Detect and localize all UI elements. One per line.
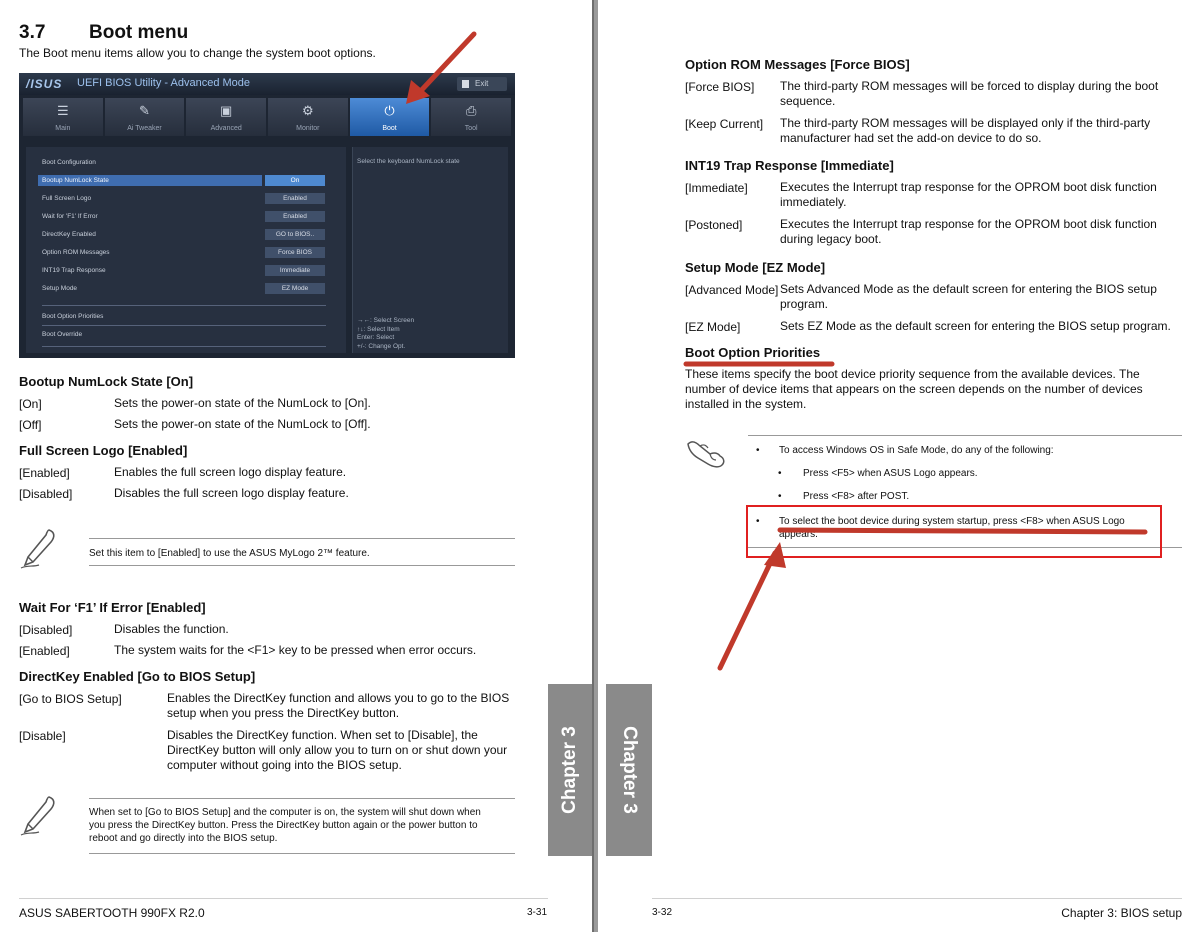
desc-line: computer without going into the BIOS setup.	[167, 758, 402, 772]
priorities-heading: Boot Option Priorities	[685, 345, 821, 360]
note-rule-top	[89, 538, 515, 539]
note-press-f5: Press <F5> when ASUS Logo appears.	[803, 468, 978, 479]
fullscreen-heading: Full Screen Logo [Enabled]	[19, 443, 188, 458]
chapter-tab-left	[548, 684, 592, 856]
key-legend-line: Enter: Select	[357, 334, 395, 341]
numlock-desc-on: Sets the power-on state of the NumLock to [On].	[114, 396, 371, 410]
directkey-desc-go	[167, 691, 509, 721]
desc-line: The third-party ROM messages will be displayed only if the third-party	[780, 116, 1151, 130]
bios-tab-boot[interactable]	[350, 98, 430, 136]
bios-value-setup-mode[interactable]: EZ Mode	[265, 283, 325, 294]
footer-rule	[652, 898, 1182, 899]
numlock-term-off: [Off]	[19, 418, 42, 432]
bios-exit-label: Exit	[475, 79, 489, 88]
int19-term-postoned: [Postoned]	[685, 218, 743, 232]
desc-line: Executes the Interrupt trap response for the OPROM boot disk function	[780, 217, 1157, 231]
bios-row-boot-priorities[interactable]: Boot Option Priorities	[42, 313, 104, 320]
bullet-dot: •	[756, 516, 760, 527]
bios-divider	[42, 325, 326, 326]
section-intro: The Boot menu items allow you to change the system boot options.	[19, 46, 376, 60]
setupmode-desc-ez	[780, 319, 1171, 334]
int19-heading: INT19 Trap Response [Immediate]	[685, 158, 894, 173]
key-legend-line: →←: Select Screen	[357, 317, 415, 324]
desc-line: Executes the Interrupt trap response for the OPROM boot disk function	[780, 180, 1157, 194]
bios-exit-button[interactable]	[457, 77, 507, 91]
numlock-heading: Bootup NumLock State [On]	[19, 374, 194, 389]
bios-tab-tool[interactable]	[431, 98, 511, 136]
optionrom-desc-keep	[780, 116, 1150, 146]
page-number-left: 3-31	[527, 907, 548, 918]
fullscreen-desc-disabled: Disables the full screen logo display feature.	[114, 486, 349, 500]
bios-tab-label: Ai Tweaker	[127, 125, 162, 132]
bios-value-wait-f1[interactable]: Enabled	[265, 211, 325, 222]
asus-logo: /ISUS	[26, 77, 63, 91]
note-press-f8: Press <F8> after POST.	[803, 491, 910, 502]
waitf1-term-disabled: [Disabled]	[19, 623, 73, 637]
desc-line: Disables the DirectKey function. When set to [Disable], the	[167, 728, 478, 742]
pointing-hand-icon	[686, 436, 728, 470]
body-line: number of device items that appears on the screen depends on the number of devices	[685, 382, 1143, 396]
bios-value-numlock[interactable]: On	[265, 175, 325, 186]
pen-note-icon	[19, 794, 59, 836]
int19-desc-immediate	[780, 180, 1157, 210]
bios-row-boot-override[interactable]: Boot Override	[42, 331, 83, 338]
section-title: Boot menu	[89, 22, 189, 43]
desc-line: The third-party ROM messages will be forced to display during the boot	[780, 79, 1159, 93]
note-rule-bottom	[89, 853, 515, 854]
key-legend-line: ↑↓: Select Item	[357, 325, 400, 333]
bios-value-int19[interactable]: Immediate	[265, 265, 325, 276]
note-mylogo: Set this item to [Enabled] to use the ASUS MyLogo 2™ feature.	[89, 548, 370, 559]
optionrom-term-keep: [Keep Current]	[685, 117, 764, 131]
callout-highlight-box	[746, 505, 1162, 558]
footer-rule	[19, 898, 548, 899]
bios-key-legend	[357, 317, 414, 351]
bios-divider	[42, 346, 326, 347]
bios-screenshot	[19, 73, 515, 358]
chapter-tab-text: Chapter 3	[559, 726, 580, 814]
int19-term-immediate: [Immediate]	[685, 181, 748, 195]
int19-desc-postoned	[780, 217, 1157, 247]
tool-icon: ⎙	[465, 103, 477, 118]
note-safe-mode: To access Windows OS in Safe Mode, do any of the following:	[779, 445, 1054, 456]
exit-door-icon	[462, 80, 469, 88]
footer-model: ASUS SABERTOOTH 990FX R2.0	[19, 906, 205, 920]
setupmode-term-ez: [EZ Mode]	[685, 320, 741, 334]
directkey-desc-disable	[167, 728, 507, 773]
note-rule-top	[748, 435, 1182, 436]
numlock-desc-off: Sets the power-on state of the NumLock to [Off].	[114, 417, 371, 431]
bios-tab-label: Monitor	[296, 125, 320, 132]
bios-title-bar	[19, 73, 515, 95]
monitor-icon: ⚙	[302, 103, 314, 118]
bullet-dot: •	[756, 445, 760, 456]
bios-row-option-rom[interactable]: Option ROM Messages	[42, 249, 110, 256]
bullet-dot: •	[778, 468, 782, 479]
bios-app-title: UEFI BIOS Utility - Advanced Mode	[77, 77, 251, 89]
bios-settings-panel	[26, 147, 346, 353]
note-rule-top	[89, 798, 515, 799]
priorities-body	[685, 367, 1143, 412]
waitf1-desc-enabled: The system waits for the <F1> key to be pressed when error occurs.	[114, 643, 477, 657]
desc-line: DirectKey button will only allow you to turn on or shut down your	[167, 743, 508, 757]
note-rule-bottom	[89, 565, 515, 566]
setupmode-term-advanced: [Advanced Mode]	[685, 283, 779, 297]
left-page	[0, 0, 596, 932]
section-number: 3.7	[19, 22, 46, 43]
setupmode-desc-advanced	[780, 282, 1157, 312]
note-line: you press the DirectKey button. Press the DirectKey button again or the power button to	[89, 820, 478, 831]
bios-help-panel	[352, 147, 508, 353]
fullscreen-term-enabled: [Enabled]	[19, 466, 70, 480]
chapter-tab-right	[606, 684, 652, 856]
bios-tab-label: Boot	[382, 125, 397, 132]
list-icon: ☰	[57, 103, 69, 118]
waitf1-term-enabled: [Enabled]	[19, 644, 70, 658]
desc-line: sequence.	[780, 94, 836, 108]
bios-value-full-screen-logo[interactable]: Enabled	[265, 193, 325, 204]
bios-tab-main[interactable]	[23, 98, 103, 136]
power-icon: ⏻	[384, 103, 395, 118]
bios-tab-bar	[19, 98, 515, 136]
bios-row-full-screen-logo[interactable]: Full Screen Logo	[42, 195, 92, 202]
setupmode-heading: Setup Mode [EZ Mode]	[685, 260, 826, 275]
note-line: appears.	[779, 529, 818, 540]
bios-row-setup-mode[interactable]: Setup Mode	[42, 285, 78, 292]
directkey-term-disable: [Disable]	[19, 729, 66, 743]
desc-line: setup when you press the DirectKey button.	[167, 706, 400, 720]
body-line: installed in the system.	[685, 397, 807, 411]
optionrom-heading: Option ROM Messages [Force BIOS]	[685, 57, 910, 72]
note-line: To select the boot device during system startup, press <F8> when ASUS Logo	[779, 516, 1125, 527]
chapter-tab-text: Chapter 3	[619, 726, 640, 814]
desc-line: program.	[780, 297, 829, 311]
bios-value-directkey[interactable]: GO to BIOS..	[265, 229, 325, 240]
bios-tab-ai-tweaker[interactable]	[105, 98, 185, 136]
fullscreen-desc-enabled: Enables the full screen logo display feature.	[114, 465, 347, 479]
desc-line: Sets EZ Mode as the default screen for entering the BIOS setup program.	[780, 319, 1171, 333]
footer-chapter: Chapter 3: BIOS setup	[1061, 906, 1182, 920]
bios-config-header: Boot Configuration	[42, 159, 96, 166]
right-page	[598, 0, 1194, 932]
bios-value-option-rom[interactable]: Force BIOS	[265, 247, 325, 258]
bios-divider	[42, 305, 326, 306]
waitf1-desc-disabled: Disables the function.	[114, 622, 229, 636]
desc-line: Sets Advanced Mode as the default screen for entering the BIOS setup	[780, 282, 1157, 296]
optionrom-desc-force	[780, 79, 1158, 109]
note-line: When set to [Go to BIOS Setup] and the computer is on, the system will shut down when	[89, 807, 481, 818]
desc-line: during legacy boot.	[780, 232, 882, 246]
page-number-right: 3-32	[652, 907, 673, 918]
bios-row-wait-f1[interactable]: Wait for 'F1' If Error	[42, 213, 98, 220]
key-legend-line: +/-: Change Opt.	[357, 342, 406, 350]
bios-tab-label: Main	[55, 125, 71, 132]
bios-row-directkey[interactable]: DirectKey Enabled	[42, 231, 96, 238]
tweaker-icon: ✎	[139, 103, 150, 118]
note-line: reboot and go directly into the BIOS setup.	[89, 833, 278, 844]
note-directkey	[89, 806, 481, 845]
fullscreen-term-disabled: [Disabled]	[19, 487, 73, 501]
advanced-icon: ▣	[220, 103, 233, 118]
bios-tab-label: Advanced	[210, 125, 242, 132]
pen-note-icon	[19, 527, 59, 569]
numlock-term-on: [On]	[19, 397, 42, 411]
bios-row-int19[interactable]: INT19 Trap Response	[42, 267, 106, 274]
bios-tab-monitor[interactable]	[268, 98, 348, 136]
optionrom-term-force: [Force BIOS]	[685, 80, 755, 94]
desc-line: Enables the DirectKey function and allows you to go to the BIOS	[167, 691, 510, 705]
bios-row-numlock[interactable]: Bootup NumLock State	[38, 175, 262, 186]
bios-tab-label: Tool	[464, 125, 478, 132]
bios-tab-advanced[interactable]	[186, 98, 266, 136]
desc-line: manufacturer had set the add-on device to do so.	[780, 131, 1042, 145]
directkey-heading: DirectKey Enabled [Go to BIOS Setup]	[19, 669, 256, 684]
directkey-term-go: [Go to BIOS Setup]	[19, 692, 122, 706]
bullet-dot: •	[778, 491, 782, 502]
desc-line: immediately.	[780, 195, 847, 209]
bios-help-text: Select the keyboard NumLock state	[357, 158, 460, 165]
body-line: These items specify the boot device priority sequence from the available devices. The	[685, 367, 1140, 381]
waitf1-heading: Wait For ‘F1’ If Error [Enabled]	[19, 600, 206, 615]
